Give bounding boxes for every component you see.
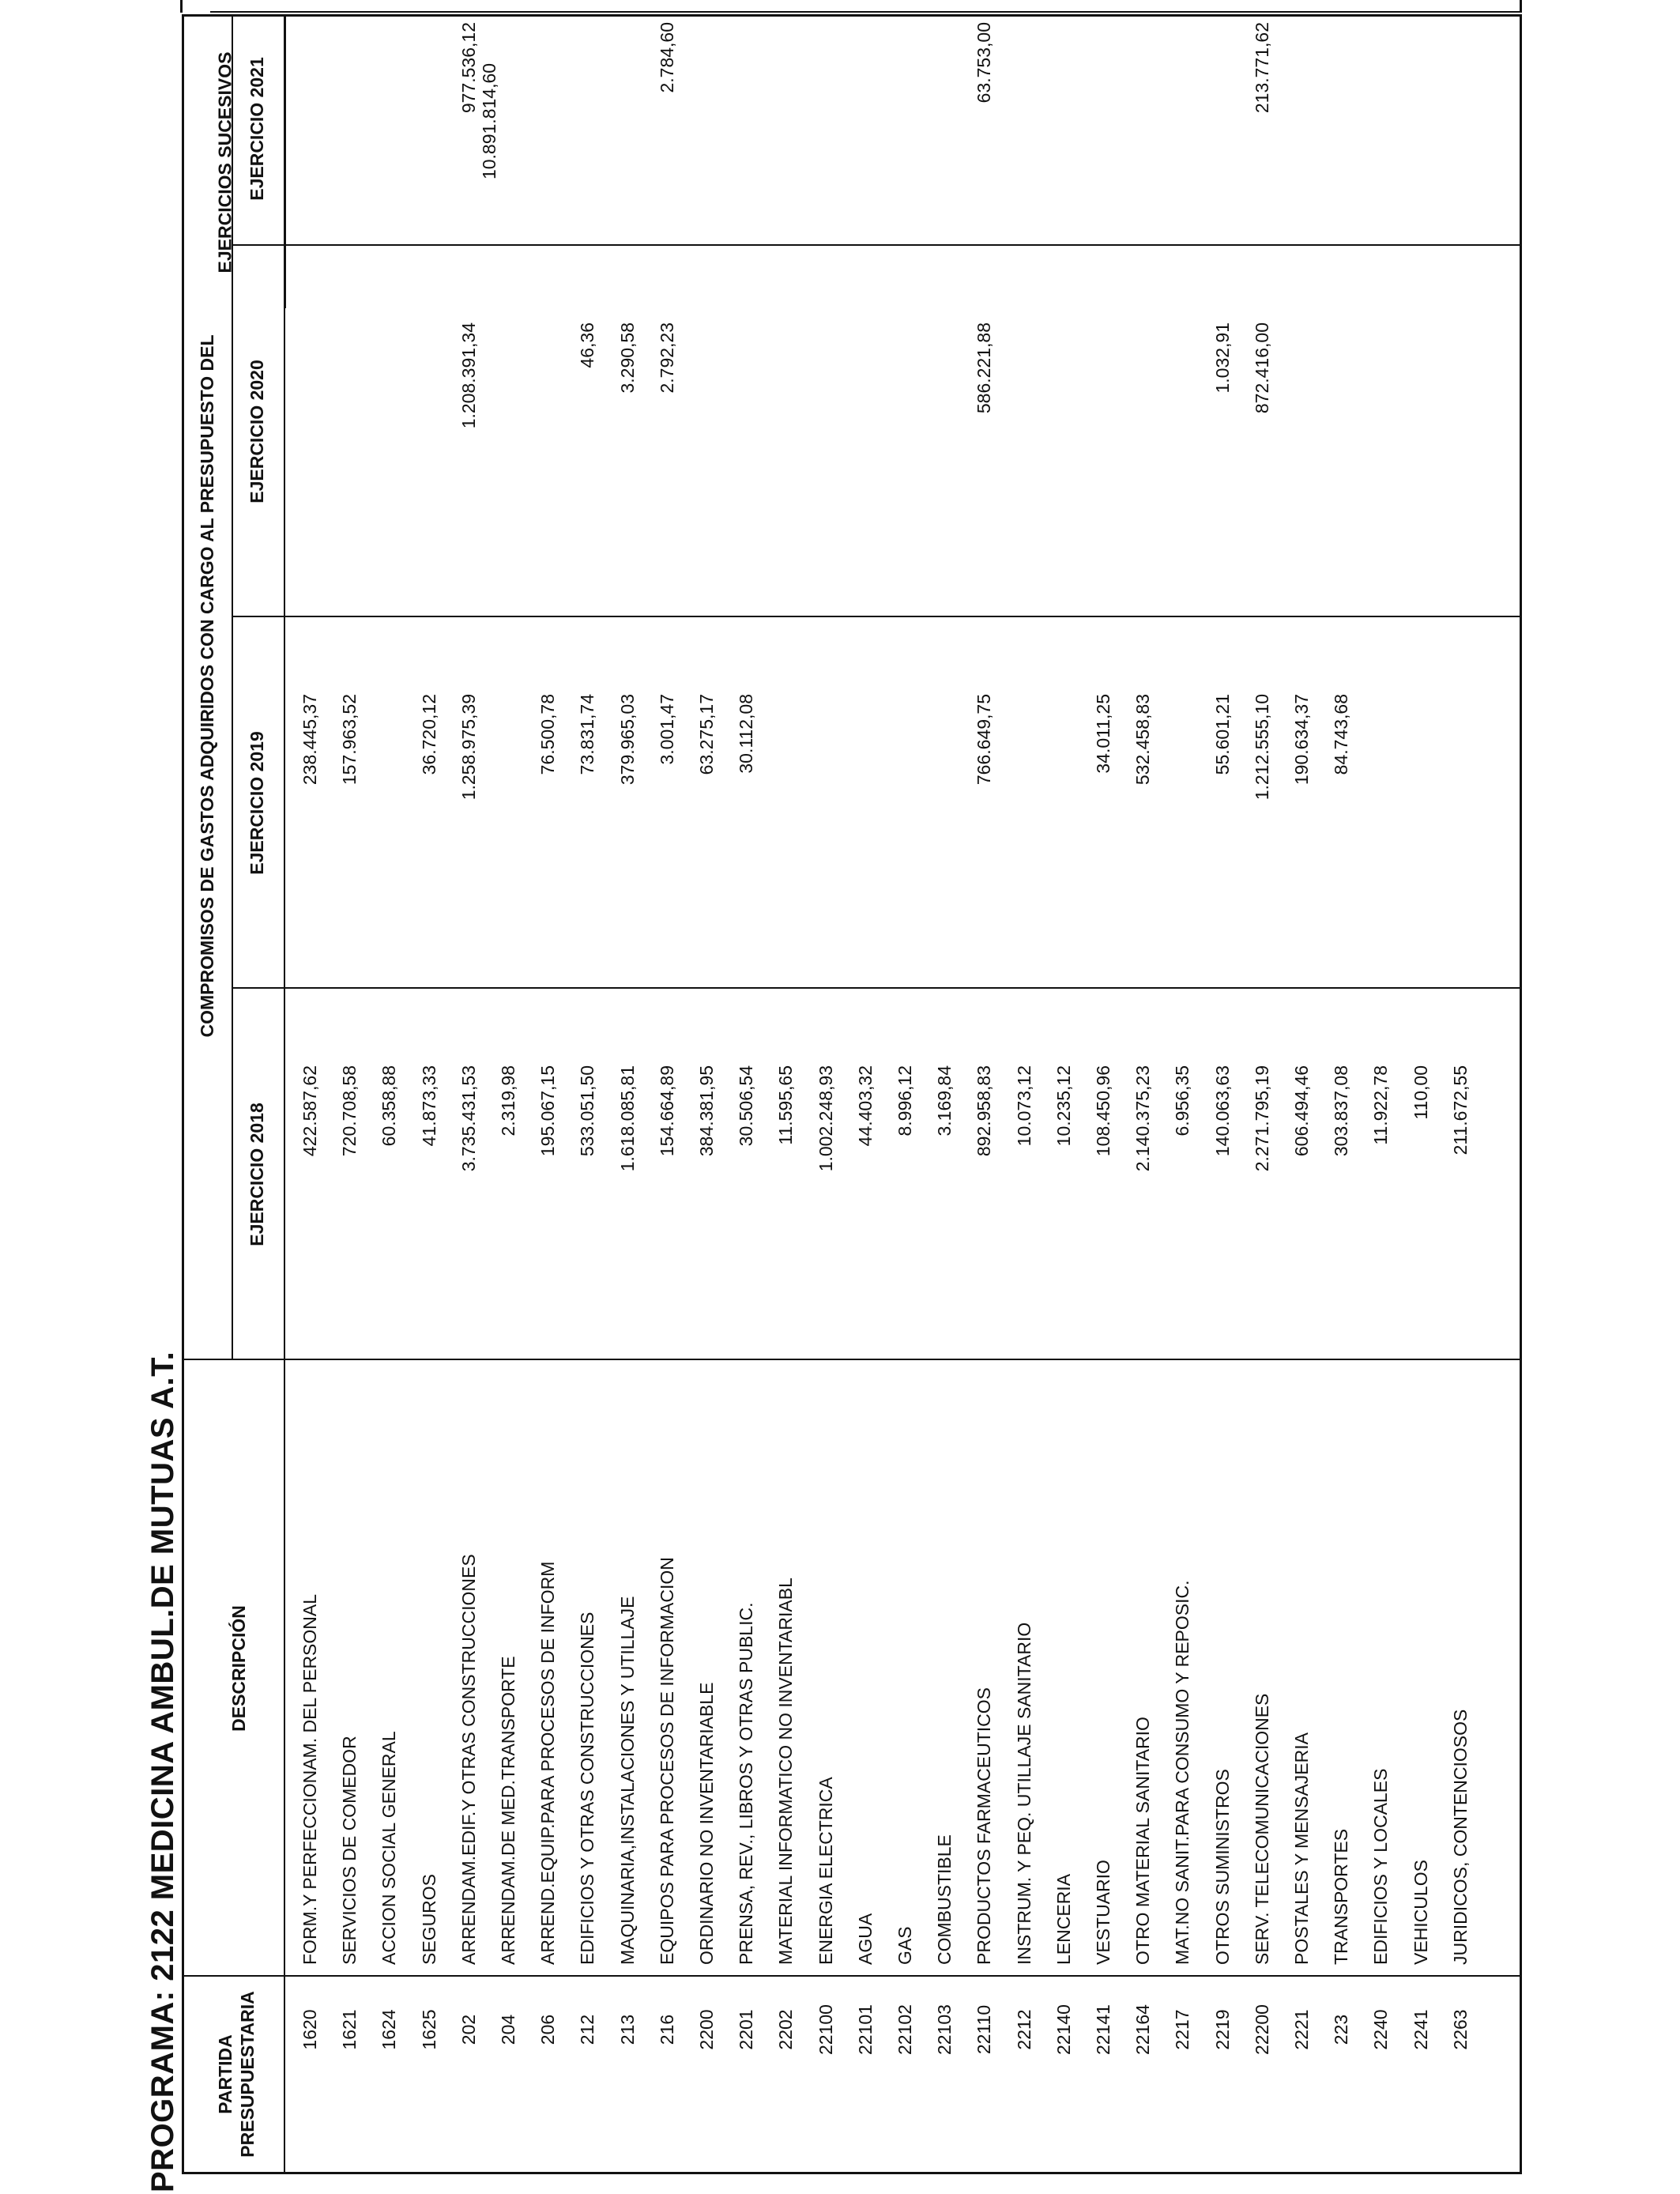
row-description: JURIDICOS, CONTENCIOSOS — [1449, 1709, 1471, 1965]
sucesivos-rule — [210, 11, 1522, 13]
partida-code: 212 — [577, 2014, 598, 2045]
value-2019: 76.500,78 — [537, 694, 559, 775]
year-header-2021: EJERCICIO 2021 — [247, 57, 267, 201]
value-2018: 8.996,12 — [895, 1065, 915, 1137]
partida-header — [214, 1977, 258, 2172]
value-2018: 303.837,08 — [1331, 1065, 1352, 1157]
value-2018: 211.672,55 — [1449, 1065, 1471, 1155]
row-description: MAQUINARIA,INSTALACIONES Y UTILLAJE — [616, 1596, 638, 1965]
value-2020: 2.792,23 — [656, 322, 677, 394]
value-2019: 3.001,47 — [656, 694, 677, 765]
value-2018: 6.956,35 — [1172, 1065, 1193, 1137]
value-2018: 11.922,78 — [1370, 1065, 1392, 1145]
row-description: SERVICIOS DE COMEDOR — [339, 1736, 360, 1965]
partida-code: 1625 — [418, 2009, 439, 2050]
year-header-2020: EJERCICIO 2020 — [247, 360, 267, 503]
value-2018: 2.319,98 — [498, 1065, 518, 1137]
value-2018: 60.358,88 — [379, 1065, 400, 1147]
partida-code: 2240 — [1370, 2009, 1392, 2050]
value-2018: 3.169,84 — [934, 1065, 955, 1137]
value-2018: 41.873,33 — [418, 1065, 439, 1147]
value-2020: 1.208.391,34 — [458, 322, 479, 429]
partida-code: 22164 — [1132, 2004, 1154, 2055]
sucesivos-header-box — [190, 16, 261, 308]
value-2021: 977.536,12 — [458, 22, 479, 114]
value-2018: 1.618.085,81 — [616, 1065, 638, 1172]
partida-code: 2201 — [736, 2009, 757, 2050]
row-description: PRENSA, REV., LIBROS Y OTRAS PUBLIC. — [736, 1602, 757, 1965]
partida-code: 22200 — [1251, 2004, 1272, 2055]
value-2021: 2.784,60 — [656, 22, 677, 93]
value-2018: 30.506,54 — [736, 1065, 757, 1147]
value-2020: 3.290,58 — [616, 322, 638, 394]
row-description: EQUIPOS PARA PROCESOS DE INFORMACION — [656, 1557, 677, 1965]
row-description: TRANSPORTES — [1331, 1828, 1352, 1965]
year-header-2018: EJERCICIO 2018 — [247, 1103, 267, 1246]
row-description: OTROS SUMINISTROS — [1211, 1769, 1233, 1965]
col-divider — [184, 1975, 1520, 1977]
descripcion-header: DESCRIPCIÓN — [228, 1605, 249, 1732]
value-2018: 154.664,89 — [656, 1065, 677, 1157]
partida-header-line2: PRESUPUESTARIA — [237, 1991, 258, 2158]
partida-code: 22102 — [895, 2004, 915, 2055]
value-2021: 213.771,62 — [1251, 22, 1272, 114]
value-2019: 379.965,03 — [616, 694, 638, 786]
value-2019: 30.112,08 — [736, 694, 757, 774]
value-2018: 195.067,15 — [537, 1065, 559, 1157]
partida-code: 216 — [656, 2014, 677, 2045]
partida-code: 22100 — [815, 2004, 836, 2055]
value-2020: 46,36 — [577, 322, 598, 368]
row-description: FORM.Y PERFECCIONAM. DEL PERSONAL — [299, 1593, 320, 1965]
partida-code: 2217 — [1172, 2009, 1193, 2050]
value-2018: 11.595,65 — [775, 1065, 797, 1145]
row-description: VESTUARIO — [1093, 1860, 1113, 1965]
partida-code: 2221 — [1291, 2009, 1312, 2050]
value-2018: 606.494,46 — [1291, 1065, 1312, 1157]
partida-code: 2241 — [1410, 2009, 1431, 2050]
row-description: INSTRUM. Y PEQ. UTILLAJE SANITARIO — [1013, 1622, 1034, 1965]
row-description: ARRENDAM.DE MED.TRANSPORTE — [498, 1656, 518, 1965]
value-2019: 1.258.975,39 — [458, 694, 479, 801]
row-description: OTRO MATERIAL SANITARIO — [1132, 1717, 1154, 1965]
year-header-2019: EJERCICIO 2019 — [247, 731, 267, 875]
value-2018: 533.051,50 — [577, 1065, 598, 1157]
value-2020: 1.032,91 — [1211, 322, 1233, 394]
value-2019: 63.275,17 — [696, 694, 717, 775]
col-divider — [184, 1359, 1520, 1360]
value-2019: 190.634,37 — [1291, 694, 1312, 786]
value-2019: 157.963,52 — [339, 694, 360, 786]
value-2019: 766.649,75 — [974, 694, 995, 786]
partida-code: 22103 — [934, 2004, 955, 2055]
value-2018: 3.735.431,53 — [458, 1065, 479, 1172]
partida-code: 2200 — [696, 2009, 717, 2050]
row-description: MATERIAL INFORMATICO NO INVENTARIABL — [775, 1578, 797, 1965]
col-divider — [232, 616, 1520, 617]
partida-code: 2202 — [775, 2009, 797, 2050]
year-header-sucesivos: EJERCICIOS SUCESIVOS — [214, 51, 235, 273]
row-description: AGUA — [854, 1913, 876, 1965]
sucesivos-divider — [284, 16, 286, 308]
value-2019: 1.212.555,10 — [1251, 694, 1272, 801]
row-description: MAT.NO SANIT.PARA CONSUMO Y REPOSIC. — [1172, 1580, 1193, 1965]
value-2018: 110,00 — [1410, 1065, 1431, 1120]
value-2018: 720.708,58 — [339, 1065, 360, 1157]
program-title: PROGRAMA: 2122 MEDICINA AMBUL.DE MUTUAS A.T. — [145, 1351, 180, 2192]
value-2019: 73.831,74 — [577, 694, 598, 775]
value-2020: 586.221,88 — [974, 322, 995, 414]
partida-code: 22141 — [1093, 2004, 1113, 2055]
partida-code: 206 — [537, 2014, 559, 2045]
value-2019: 532.458,83 — [1132, 694, 1154, 786]
value-2019: 84.743,68 — [1331, 694, 1352, 775]
row-description: GAS — [895, 1926, 915, 1965]
value-2018: 108.450,96 — [1093, 1065, 1113, 1157]
row-description: EDIFICIOS Y OTRAS CONSTRUCCIONES — [577, 1612, 598, 1965]
row-description: POSTALES Y MENSAJERIA — [1291, 1732, 1312, 1965]
partida-code: 1620 — [299, 2009, 320, 2050]
row-description: ARREND.EQUIP.PARA PROCESOS DE INFORM — [537, 1561, 559, 1965]
row-description: ACCION SOCIAL GENERAL — [379, 1731, 400, 1965]
value-2018: 10.073,12 — [1013, 1065, 1034, 1147]
value-2019: 238.445,37 — [299, 694, 320, 786]
col-divider — [232, 244, 1520, 246]
value-2018: 892.958,83 — [974, 1065, 995, 1157]
partida-code: 22140 — [1053, 2004, 1074, 2055]
value-2018: 44.403,32 — [854, 1065, 876, 1147]
row-description: SEGUROS — [418, 1873, 439, 1965]
partida-code: 213 — [616, 2014, 638, 2045]
partida-code: 223 — [1331, 2014, 1352, 2045]
value-2018: 422.587,62 — [299, 1065, 320, 1157]
partida-code: 22101 — [854, 2004, 876, 2055]
row-description: ORDINARIO NO INVENTARIABLE — [696, 1682, 717, 1965]
partida-code: 204 — [498, 2014, 518, 2045]
value-2021: 63.753,00 — [974, 22, 995, 104]
partida-code: 2219 — [1211, 2009, 1233, 2050]
row-description: PRODUCTOS FARMACEUTICOS — [974, 1687, 995, 1965]
row-description: ARRENDAM.EDIF.Y OTRAS CONSTRUCCIONES — [458, 1554, 479, 1965]
header-rule — [284, 17, 285, 2172]
commitments-table — [182, 14, 1522, 2174]
row-description: SERV. TELECOMUNICACIONES — [1251, 1693, 1272, 1965]
partida-header-line1: PARTIDA — [215, 2034, 235, 2114]
value-sucesivos: 10.891.814,60 — [479, 62, 500, 180]
row-description: VEHICULOS — [1410, 1860, 1431, 1965]
row-description: ENERGIA ELECTRICA — [815, 1777, 836, 1965]
value-2019: 55.601,21 — [1211, 694, 1233, 775]
group-header: COMPROMISOS DE GASTOS ADQUIRIDOS CON CARGO AL PRESUPUESTO DEL — [197, 334, 217, 1038]
partida-code: 2212 — [1013, 2009, 1034, 2050]
partida-code: 1621 — [339, 2009, 360, 2050]
sucesivos-value-box — [474, 16, 506, 308]
value-2018: 140.063,63 — [1211, 1065, 1233, 1157]
partida-code: 202 — [458, 2014, 479, 2045]
value-2018: 384.381,95 — [696, 1065, 717, 1157]
col-divider — [232, 987, 1520, 989]
value-2019: 36.720,12 — [418, 694, 439, 775]
row-description: LENCERIA — [1053, 1873, 1074, 1965]
value-2018: 1.002.248,93 — [815, 1065, 836, 1172]
partida-code: 2263 — [1449, 2009, 1471, 2050]
partida-code: 1624 — [379, 2009, 400, 2050]
value-2018: 2.271.795,19 — [1251, 1065, 1272, 1172]
partida-code: 22110 — [974, 2004, 995, 2055]
value-2018: 10.235,12 — [1053, 1065, 1074, 1147]
value-2019: 34.011,25 — [1093, 694, 1113, 774]
row-description: EDIFICIOS Y LOCALES — [1370, 1768, 1392, 1965]
value-2018: 2.140.375,23 — [1132, 1065, 1154, 1172]
row-description: COMBUSTIBLE — [934, 1834, 955, 1965]
value-2020: 872.416,00 — [1251, 322, 1272, 414]
